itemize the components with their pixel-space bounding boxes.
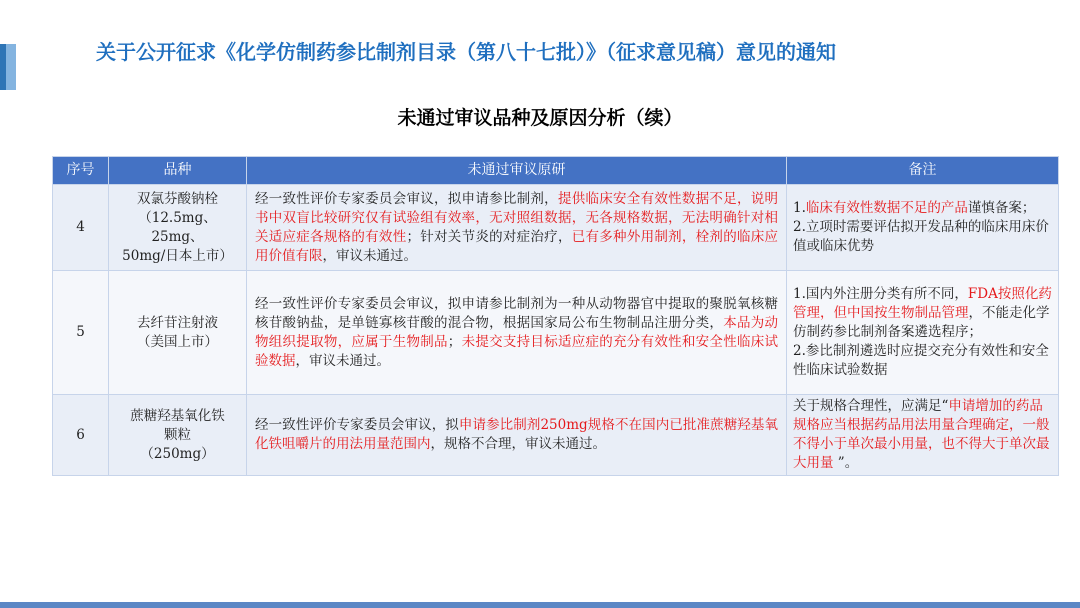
body-text: 2.立项时需要评估拟开发品种的临床用床价值或临床优势 — [793, 219, 1049, 254]
variety-line: 去纤苷注射液 — [137, 314, 218, 331]
body-text: ”。 — [833, 455, 859, 471]
table-row — [53, 271, 1059, 395]
row-number: 4 — [53, 185, 109, 271]
highlighted-text: 已有多种外用制剂，栓剂的临床应用价值有限 — [255, 228, 779, 264]
body-text: ； — [447, 333, 462, 350]
table-header-row — [53, 157, 1059, 185]
body-text: 谨慎备案； — [967, 200, 1036, 216]
row-number: 6 — [53, 395, 109, 476]
table-row — [53, 185, 1059, 271]
row-number: 5 — [53, 271, 109, 395]
highlighted-text: 提供临床安全有效性数据不足，说明书中双盲比较研究仅有试验组有效率，无对照组数据，无各规格数据，无法明确针对相关适应症各规格的有效性 — [255, 190, 779, 245]
body-text: ，规格不合理，审议未通过。 — [430, 436, 606, 452]
body-text: ，审议未通过。 — [322, 247, 417, 264]
variety-line: 颗粒 — [164, 426, 191, 443]
body-text: 1.国内外注册分类有所不同， — [793, 286, 968, 302]
reason-cell — [247, 395, 787, 476]
remark-cell — [787, 271, 1059, 395]
body-text: 经一致性评价专家委员会审议，拟 — [255, 417, 459, 433]
remark-cell — [787, 185, 1059, 271]
header-remark: 备注 — [787, 157, 1059, 185]
reason-cell — [247, 185, 787, 271]
body-text: 1. — [793, 200, 806, 216]
highlighted-text: 临床有效性数据不足的产品 — [805, 200, 968, 216]
left-accent-bar-inner — [0, 44, 6, 90]
review-table — [52, 156, 1059, 476]
page-title: 关于公开征求《化学仿制药参比制剂目录（第八十七批）》（征求意见稿）意见的通知 — [96, 40, 836, 64]
variety-line: 蔗糖羟基氧化铁 — [130, 407, 225, 424]
reason-cell — [247, 271, 787, 395]
variety-cell — [109, 395, 247, 476]
variety-line: 50mg/日本上市） — [122, 247, 233, 264]
table-row — [53, 395, 1059, 476]
body-text: 2.参比制剂遴选时应提交充分有效性和安全性临床试验数据 — [793, 343, 1049, 378]
variety-cell — [109, 271, 247, 395]
bottom-bar — [0, 602, 1080, 608]
variety-line: （250mg） — [140, 445, 215, 462]
header-variety: 品种 — [109, 157, 247, 185]
body-text: 关于规格合理性，应满足“ — [793, 398, 949, 414]
body-text: ，不能走化学仿制药参比制剂备案遴选程序； — [793, 305, 1050, 340]
variety-line: 双氯芬酸钠栓 — [137, 190, 218, 207]
remark-cell — [787, 395, 1059, 476]
variety-line: （美国上市） — [137, 333, 218, 350]
variety-line: （12.5mg、25mg、 — [138, 209, 217, 245]
header-reason: 未通过审议原研 — [247, 157, 787, 185]
body-text: ；针对关节炎的对症治疗， — [406, 228, 572, 245]
body-text: ，审议未通过。 — [295, 352, 390, 369]
highlighted-text: 本品为动物组织提取物，应属于生物制品 — [255, 314, 779, 350]
highlighted-text: 申请增加的药品规格应当根据药品用法用量合理确定，一般不得小于单次最小用量，也不得大于单次最大用量 — [793, 398, 1050, 471]
body-text: 经一致性评价专家委员会审议，拟申请参比制剂为一种从动物器官中提取的聚脱氧核糖核苷酸钠盐，是单链寡核苷酸的混合物，根据国家局公布生物制品注册分类， — [255, 295, 778, 331]
variety-cell — [109, 185, 247, 271]
highlighted-text: 未提交支持目标适应症的充分有效性和安全性临床试验数据 — [255, 333, 779, 369]
table-subtitle: 未通过审议品种及原因分析（续） — [397, 107, 683, 129]
body-text: 经一致性评价专家委员会审议，拟申请参比制剂， — [255, 190, 558, 207]
highlighted-text: FDA按照化药管理，但中国按生物制品管理 — [793, 286, 1052, 321]
header-no: 序号 — [53, 157, 109, 185]
highlighted-text: 申请参比制剂250mg规格不在国内已批准蔗糖羟基氧化铁咀嚼片的用法用量范围内 — [255, 417, 778, 452]
